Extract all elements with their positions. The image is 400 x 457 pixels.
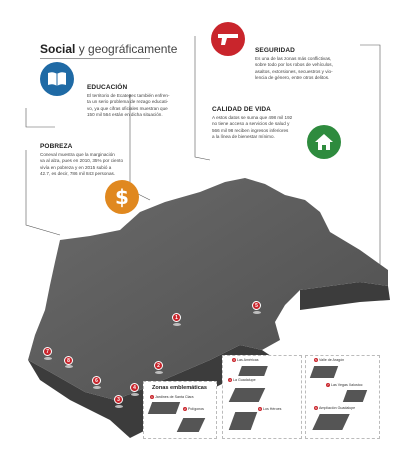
legend-zone-label: La Guadalupe (233, 378, 256, 382)
pin-shadow (155, 371, 163, 374)
legend-zone-label: Jardines de Santa Clara (155, 395, 194, 399)
education-line: ta un serio problema de rezago educati- (87, 99, 169, 105)
security-line: asaltos, extorsiones, secuestros y vio- (255, 68, 333, 74)
legend-num: 5 (315, 358, 317, 363)
title-rest: y geográficamente (78, 42, 178, 56)
map-pin-8[interactable]: 8 (64, 356, 73, 365)
map-pin-2[interactable]: 2 (154, 361, 163, 370)
education-line: vo, ya que cifras oficiales muestran que (87, 105, 168, 111)
pin-shadow (131, 393, 139, 396)
legend-num: 4 (229, 378, 231, 383)
pin-shadow (44, 357, 52, 360)
poverty-line: 42.7, es decir, 786 mil 843 personas. (40, 170, 116, 176)
education-line: El territorio de Ecatepec también enfren- (87, 93, 170, 98)
legend-zone-3 (232, 358, 259, 362)
legend-title: Zonas emblemáticas (152, 385, 208, 391)
legend-zone-9 (314, 406, 355, 410)
quality-title: CALIDAD DE VIDA (212, 106, 271, 113)
pin-shadow (65, 365, 73, 368)
legend-zone-label: Los Héroes (263, 407, 282, 411)
map-pin-3[interactable]: 3 (114, 395, 123, 404)
legend-zone-label: Valle de Aragón (319, 358, 345, 362)
legend-zone-5 (314, 358, 344, 362)
legend-zone-2 (183, 407, 204, 411)
pin-shadow (173, 323, 181, 326)
pin-shadow (93, 386, 101, 389)
legend-num: 3 (233, 358, 235, 363)
security-title: SEGURIDAD (255, 47, 295, 54)
poverty-line: Coneval muestra que la marginación (40, 152, 115, 157)
legend-zone-4 (228, 378, 256, 382)
legend-zone-label: Las Vegas Xalostoc (331, 383, 363, 387)
legend-thumb-5 (310, 366, 338, 378)
quality-line: no tiene acceso a servicios de salud y (212, 121, 290, 127)
legend-zone-label: Polígonos (188, 407, 204, 411)
security-line: Es una de las zonas más conflictivas, (255, 56, 332, 61)
legend-num: 1 (151, 395, 153, 400)
legend-thumb-3 (238, 366, 268, 376)
security-line: lencia de género, entre otros delitos. (255, 74, 330, 80)
legend-zone-label: Ampliación Guadalupe (319, 406, 356, 410)
map-pin-7[interactable]: 7 (43, 347, 52, 356)
map-pin-5[interactable]: 5 (252, 301, 261, 310)
legend-num: 9 (315, 406, 317, 411)
legend-num: 7 (327, 383, 329, 388)
pin-shadow (253, 311, 261, 314)
poverty-line: va al alza, pues en 2010, 35% por ciento (40, 158, 123, 164)
map-pin-1[interactable]: 1 (172, 313, 181, 322)
poverty-line: vivía en pobreza y en 2015 subió a (40, 164, 112, 170)
education-line: 150 mil 564 están en dicha situación. (87, 111, 163, 117)
legend-num: 6 (259, 407, 261, 412)
map-pin-4[interactable]: 4 (130, 383, 139, 392)
pin-shadow (115, 405, 123, 408)
legend-zone-7 (326, 383, 363, 387)
legend-num: 2 (184, 407, 186, 412)
poverty-title: POBREZA (40, 143, 73, 150)
map-pin-6[interactable]: 6 (92, 376, 101, 385)
security-line: sobre todo por los robos de vehículos, (255, 62, 333, 68)
quality-line: A estos datos se suma que 498 mil 192 (212, 115, 293, 120)
quality-line: a la línea de bienestar mínimo. (212, 133, 275, 139)
money-bag-icon: $ (105, 180, 139, 214)
legend-zone-label: Las Américas (237, 358, 259, 362)
title-bold: Social (40, 42, 76, 56)
legend-thumb-1 (148, 402, 180, 414)
legend-zone-6 (258, 407, 281, 411)
education-title: EDUCACIÓN (87, 84, 128, 91)
quality-line: 566 mil 98 reciben ingresos inferiores (212, 127, 289, 133)
legend-zone-1 (150, 395, 194, 399)
